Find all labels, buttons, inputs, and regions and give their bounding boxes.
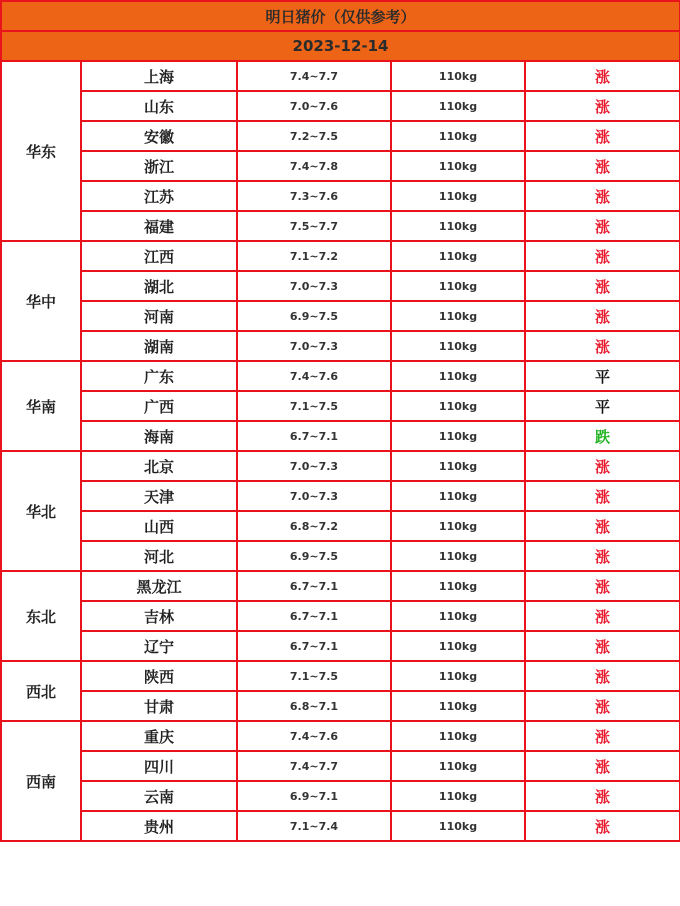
trend-cell: 涨	[525, 151, 680, 181]
province-cell: 辽宁	[81, 631, 237, 661]
price-cell: 6.8~7.2	[237, 511, 391, 541]
trend-cell: 涨	[525, 451, 680, 481]
province-cell: 河南	[81, 301, 237, 331]
province-cell: 江苏	[81, 181, 237, 211]
province-cell: 湖北	[81, 271, 237, 301]
province-cell: 北京	[81, 451, 237, 481]
province-cell: 浙江	[81, 151, 237, 181]
province-cell: 贵州	[81, 811, 237, 841]
province-cell: 重庆	[81, 721, 237, 751]
trend-cell: 涨	[525, 301, 680, 331]
price-cell: 7.0~7.3	[237, 331, 391, 361]
table-row	[1, 301, 680, 331]
trend-cell: 涨	[525, 271, 680, 301]
price-cell: 7.4~7.6	[237, 361, 391, 391]
price-cell: 7.1~7.5	[237, 661, 391, 691]
table-date: 2023-12-14	[1, 31, 680, 61]
table-row	[1, 271, 680, 301]
region-cell: 东北	[1, 571, 81, 661]
weight-cell: 110kg	[391, 91, 525, 121]
province-cell: 江西	[81, 241, 237, 271]
table-row	[1, 181, 680, 211]
table-row	[1, 571, 680, 601]
province-cell: 海南	[81, 421, 237, 451]
price-cell: 7.4~7.7	[237, 751, 391, 781]
date-row	[1, 31, 680, 61]
table-row	[1, 61, 680, 91]
table-row	[1, 691, 680, 721]
price-cell: 6.8~7.1	[237, 691, 391, 721]
table-row	[1, 601, 680, 631]
price-cell: 6.7~7.1	[237, 631, 391, 661]
table-row	[1, 751, 680, 781]
trend-cell: 涨	[525, 211, 680, 241]
weight-cell: 110kg	[391, 511, 525, 541]
region-cell: 华中	[1, 241, 81, 361]
price-cell: 7.0~7.3	[237, 451, 391, 481]
trend-cell: 涨	[525, 511, 680, 541]
trend-cell: 涨	[525, 601, 680, 631]
province-cell: 甘肃	[81, 691, 237, 721]
price-cell: 6.9~7.5	[237, 541, 391, 571]
weight-cell: 110kg	[391, 481, 525, 511]
weight-cell: 110kg	[391, 721, 525, 751]
weight-cell: 110kg	[391, 601, 525, 631]
weight-cell: 110kg	[391, 751, 525, 781]
weight-cell: 110kg	[391, 331, 525, 361]
province-cell: 山西	[81, 511, 237, 541]
weight-cell: 110kg	[391, 211, 525, 241]
trend-cell: 涨	[525, 781, 680, 811]
weight-cell: 110kg	[391, 631, 525, 661]
weight-cell: 110kg	[391, 391, 525, 421]
price-cell: 7.4~7.7	[237, 61, 391, 91]
price-cell: 6.9~7.5	[237, 301, 391, 331]
weight-cell: 110kg	[391, 61, 525, 91]
table-row	[1, 811, 680, 841]
trend-cell: 涨	[525, 631, 680, 661]
table-row	[1, 421, 680, 451]
weight-cell: 110kg	[391, 271, 525, 301]
trend-cell: 涨	[525, 541, 680, 571]
price-cell: 7.4~7.8	[237, 151, 391, 181]
trend-cell: 涨	[525, 691, 680, 721]
price-cell: 6.7~7.1	[237, 601, 391, 631]
table-row	[1, 331, 680, 361]
trend-cell: 涨	[525, 751, 680, 781]
table-body	[1, 1, 680, 841]
table-row	[1, 661, 680, 691]
table-row	[1, 481, 680, 511]
table-title: 明日猪价（仅供参考）	[1, 1, 680, 31]
price-cell: 6.7~7.1	[237, 571, 391, 601]
weight-cell: 110kg	[391, 541, 525, 571]
trend-cell: 涨	[525, 721, 680, 751]
table-row	[1, 361, 680, 391]
price-cell: 7.1~7.5	[237, 391, 391, 421]
weight-cell: 110kg	[391, 181, 525, 211]
trend-cell: 跌	[525, 421, 680, 451]
province-cell: 河北	[81, 541, 237, 571]
title-row	[1, 1, 680, 31]
weight-cell: 110kg	[391, 121, 525, 151]
trend-cell: 平	[525, 361, 680, 391]
weight-cell: 110kg	[391, 151, 525, 181]
province-cell: 云南	[81, 781, 237, 811]
trend-cell: 涨	[525, 181, 680, 211]
price-cell: 7.0~7.6	[237, 91, 391, 121]
trend-cell: 涨	[525, 571, 680, 601]
weight-cell: 110kg	[391, 361, 525, 391]
price-cell: 7.0~7.3	[237, 271, 391, 301]
table-row	[1, 121, 680, 151]
province-cell: 安徽	[81, 121, 237, 151]
table-row	[1, 151, 680, 181]
weight-cell: 110kg	[391, 811, 525, 841]
province-cell: 黑龙江	[81, 571, 237, 601]
province-cell: 山东	[81, 91, 237, 121]
price-cell: 7.0~7.3	[237, 481, 391, 511]
table-row	[1, 631, 680, 661]
region-cell: 华东	[1, 61, 81, 241]
trend-cell: 涨	[525, 61, 680, 91]
weight-cell: 110kg	[391, 421, 525, 451]
price-cell: 7.1~7.4	[237, 811, 391, 841]
price-cell: 6.9~7.1	[237, 781, 391, 811]
weight-cell: 110kg	[391, 661, 525, 691]
table-row	[1, 391, 680, 421]
table-row	[1, 721, 680, 751]
province-cell: 四川	[81, 751, 237, 781]
price-cell: 6.7~7.1	[237, 421, 391, 451]
price-cell: 7.3~7.6	[237, 181, 391, 211]
trend-cell: 涨	[525, 121, 680, 151]
table-row	[1, 781, 680, 811]
trend-cell: 涨	[525, 811, 680, 841]
province-cell: 湖南	[81, 331, 237, 361]
price-cell: 7.1~7.2	[237, 241, 391, 271]
trend-cell: 涨	[525, 661, 680, 691]
table-row	[1, 451, 680, 481]
trend-cell: 涨	[525, 481, 680, 511]
weight-cell: 110kg	[391, 451, 525, 481]
trend-cell: 涨	[525, 331, 680, 361]
price-cell: 7.4~7.6	[237, 721, 391, 751]
weight-cell: 110kg	[391, 691, 525, 721]
region-cell: 华北	[1, 451, 81, 571]
weight-cell: 110kg	[391, 781, 525, 811]
region-cell: 西南	[1, 721, 81, 841]
region-cell: 西北	[1, 661, 81, 721]
province-cell: 吉林	[81, 601, 237, 631]
province-cell: 福建	[81, 211, 237, 241]
province-cell: 广东	[81, 361, 237, 391]
province-cell: 上海	[81, 61, 237, 91]
table-row	[1, 211, 680, 241]
weight-cell: 110kg	[391, 571, 525, 601]
province-cell: 天津	[81, 481, 237, 511]
table-row	[1, 541, 680, 571]
region-cell: 华南	[1, 361, 81, 451]
table-row	[1, 241, 680, 271]
province-cell: 广西	[81, 391, 237, 421]
table-row	[1, 511, 680, 541]
trend-cell: 平	[525, 391, 680, 421]
trend-cell: 涨	[525, 241, 680, 271]
price-cell: 7.2~7.5	[237, 121, 391, 151]
price-cell: 7.5~7.7	[237, 211, 391, 241]
province-cell: 陕西	[81, 661, 237, 691]
table-row	[1, 91, 680, 121]
weight-cell: 110kg	[391, 241, 525, 271]
trend-cell: 涨	[525, 91, 680, 121]
weight-cell: 110kg	[391, 301, 525, 331]
